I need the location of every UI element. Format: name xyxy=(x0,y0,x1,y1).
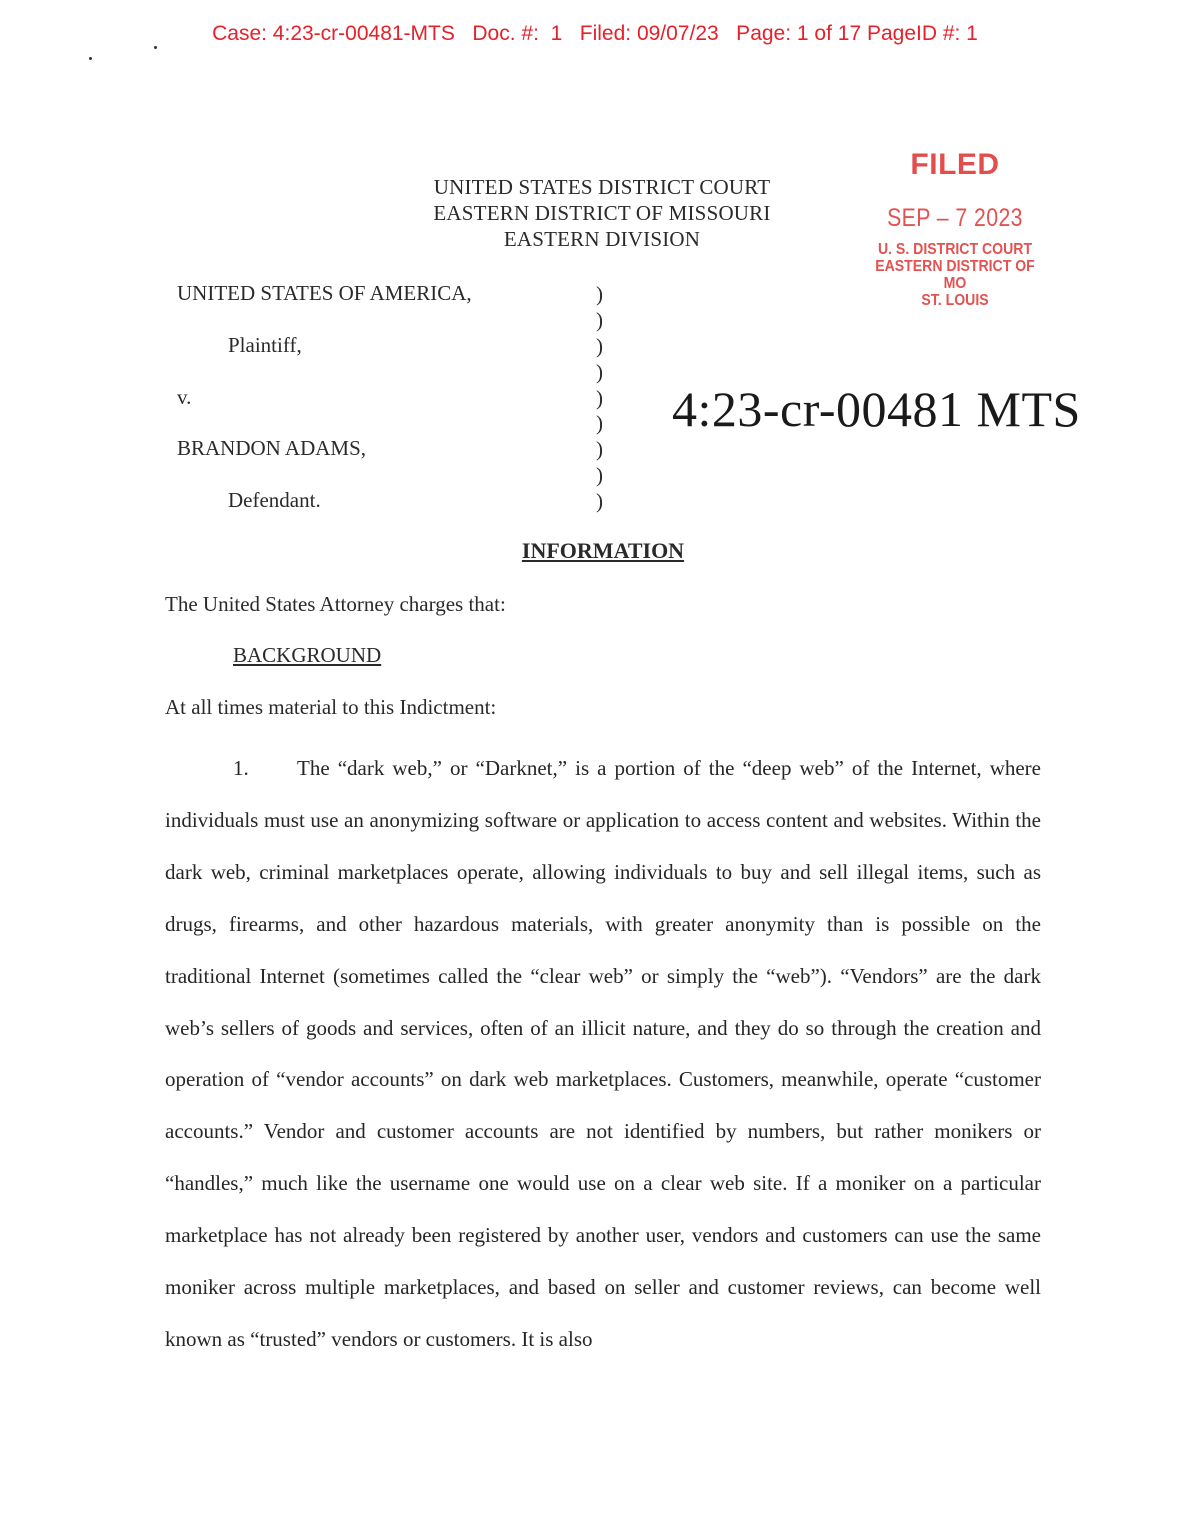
preamble-line: At all times material to this Indictment: xyxy=(165,695,497,719)
defendant-role: Defendant. xyxy=(228,488,321,512)
filed-stamp-court-line: EASTERN DISTRICT OF MO xyxy=(875,258,1035,292)
filed-stamp xyxy=(850,148,1060,309)
paragraph-text: The “dark web,” or “Darknet,” is a portion of the “deep web” of the Internet, where individuals must use an anonymizing software or application to access content and websites. Within the dark web, criminal marketplaces operate, allowing individuals to buy and sell illegal items, such as drugs, firearms, and other hazardous materials, with greater anonymity than is possible on the traditional Internet (sometimes called the “clear web” or simply the “web”). “Vendors” are the dark web’s sellers of goods and services, often of an illicit nature, and they do so through the creation and operation of “vendor accounts” on dark web marketplaces. Customers, meanwhile, operate “customer accounts.” Vendor and customer accounts are not identified by numbers, but rather monikers or “handles,” much like the username one would use on a clear web site. If a moniker on a particular marketplace has not already been registered by another user, vendors and customers can use the same moniker across multiple marketplaces, and based on seller and customer reviews, can become well known as “trusted” vendors or customers. It is also xyxy=(165,756,1041,1351)
plaintiff-role: Plaintiff, xyxy=(228,333,302,357)
filed-stamp-date: SEP – 7 2023 xyxy=(887,204,1023,232)
caption-paren: ) xyxy=(596,360,603,384)
court-name: UNITED STATES DISTRICT COURT xyxy=(433,175,771,199)
filed-stamp-court-line: ST. LOUIS xyxy=(921,292,989,309)
caption-paren: ) xyxy=(596,437,603,461)
court-division: EASTERN DIVISION xyxy=(503,227,701,251)
caption-paren: ) xyxy=(596,282,603,306)
section-heading: BACKGROUND xyxy=(233,643,382,667)
scan-speck xyxy=(89,57,92,60)
caption-paren: ) xyxy=(596,334,603,358)
plaintiff-name: UNITED STATES OF AMERICA, xyxy=(177,281,472,305)
case-number: 4:23-cr-00481 MTS xyxy=(672,381,1081,437)
paragraph-1 xyxy=(165,743,1041,1366)
caption-paren: ) xyxy=(596,308,603,332)
ecf-header-stamp: Case: 4:23-cr-00481-MTS Doc. #: 1 Filed: 09/07/23 Page: 1 of 17 PageID #: 1 xyxy=(212,22,978,45)
document-title: INFORMATION xyxy=(521,538,685,563)
caption-paren: ) xyxy=(596,411,603,435)
intro-line: The United States Attorney charges that: xyxy=(165,592,506,616)
filed-stamp-title: FILED xyxy=(910,148,1000,181)
caption-paren: ) xyxy=(596,489,603,513)
court-district: EASTERN DISTRICT OF MISSOURI xyxy=(433,201,771,225)
defendant-name: BRANDON ADAMS, xyxy=(177,436,367,460)
caption-paren: ) xyxy=(596,463,603,487)
court-heading xyxy=(300,174,904,252)
filed-stamp-court-line: U. S. DISTRICT COURT xyxy=(877,241,1033,258)
filed-stamp-court xyxy=(863,241,1048,309)
caption-paren: ) xyxy=(596,386,603,410)
versus: v. xyxy=(177,385,192,409)
scan-speck xyxy=(154,46,157,49)
paragraph-number: 1. xyxy=(233,756,249,780)
